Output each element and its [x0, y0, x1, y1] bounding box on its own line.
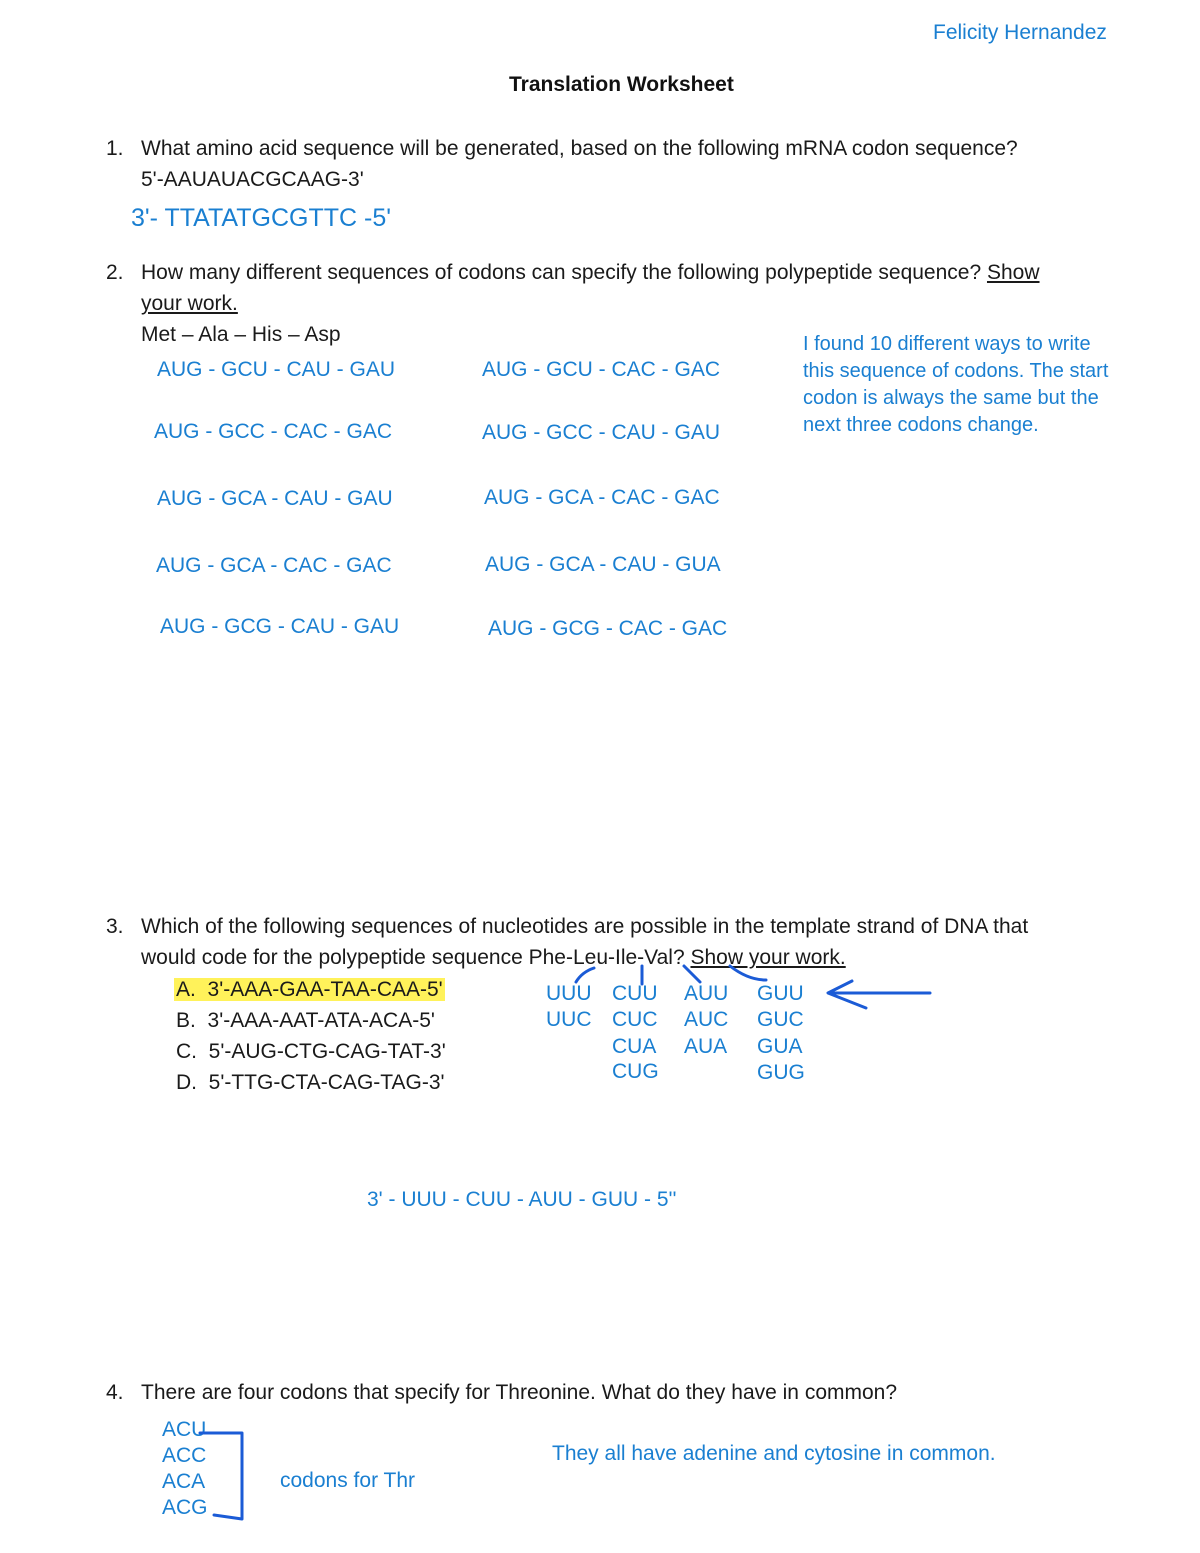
page-title: Translation Worksheet [509, 73, 734, 96]
author-name: Felicity Hernandez [933, 21, 1107, 44]
codon: ACC [162, 1444, 207, 1467]
codon: GUC [757, 1008, 804, 1031]
question-text-main: would code for the polypeptide sequence Phe-Leu-Ile-Val? [141, 946, 691, 969]
codon: UUC [546, 1008, 592, 1031]
question-number: 1. [106, 137, 124, 160]
answer-text: They all have adenine and cytosine in common. [552, 1442, 996, 1465]
show-work-text-cont: your work. [141, 292, 238, 315]
option-text: 5'-AUG-CTG-CAG-TAT-3' [208, 1040, 446, 1063]
question-text-main: How many different sequences of codons can specify the following polypeptide sequence? [141, 261, 987, 284]
note-line: I found 10 different ways to write [803, 333, 1091, 355]
codon: CUU [612, 982, 658, 1005]
question-text: There are four codons that specify for Threonine. What do they have in common? [141, 1381, 898, 1404]
answer-text: 3'- TTATATGCGTTC -5' [131, 204, 391, 232]
note-line: next three codons change. [803, 414, 1039, 436]
codon: GUA [757, 1035, 803, 1058]
answer-note [803, 331, 1108, 439]
codon: ACU [162, 1418, 207, 1441]
option-text: 3'-AAA-GAA-TAA-CAA-5' [207, 978, 443, 1001]
codon: UUU [546, 982, 592, 1005]
question-text-cont [141, 942, 846, 973]
question-number: 3. [106, 915, 124, 938]
bracket-label: codons for Thr [280, 1469, 416, 1492]
question-text: Which of the following sequences of nucleotides are possible in the template strand of DNA that [141, 915, 1029, 938]
codon-sequence: AUG - GCU - CAC - GAC [482, 358, 721, 381]
option-text: 3'-AAA-AAT-ATA-ACA-5' [207, 1009, 435, 1032]
question-text: What amino acid sequence will be generated, based on the following mRNA codon sequence? [141, 137, 1018, 160]
option-text: 5'-TTG-CTA-CAG-TAG-3' [208, 1071, 445, 1094]
codon-sequence: AUG - GCC - CAU - GAU [482, 421, 721, 444]
option-a [174, 974, 445, 1005]
mrna-sequence: 5'-AAUAUACGCAAG-3' [141, 168, 364, 191]
codon: GUG [757, 1061, 805, 1084]
codon-sequence: AUG - GCC - CAC - GAC [154, 420, 393, 443]
codon: AUC [684, 1008, 729, 1031]
option-b [176, 1005, 435, 1036]
show-work-text: Show your work. [690, 946, 846, 969]
codon: CUA [612, 1035, 657, 1058]
answer-text: 3' - UUU - CUU - AUU - GUU - 5'' [367, 1188, 677, 1211]
arrowhead-icon [828, 981, 866, 1008]
option-letter: B. [176, 1009, 196, 1032]
option-letter: D. [176, 1071, 197, 1094]
codon-sequence: AUG - GCA - CAC - GAC [484, 486, 720, 509]
codon: ACA [162, 1470, 206, 1493]
codon-sequence: AUG - GCA - CAC - GAC [156, 554, 392, 577]
note-line: codon is always the same but the [803, 387, 1099, 409]
codon: CUG [612, 1060, 659, 1083]
option-letter: A. [176, 978, 196, 1001]
option-c [176, 1036, 446, 1067]
codon: CUC [612, 1008, 658, 1031]
question-text [141, 257, 1040, 288]
codon: AUU [684, 982, 729, 1005]
codon-sequence: AUG - GCG - CAU - GAU [160, 615, 400, 638]
codon: AUA [684, 1035, 728, 1058]
question-number: 4. [106, 1381, 124, 1404]
highlighted-answer [174, 978, 445, 1001]
codon-sequence: AUG - GCA - CAU - GUA [485, 553, 721, 576]
codon-sequence: AUG - GCG - CAC - GAC [488, 617, 728, 640]
question-number: 2. [106, 261, 124, 284]
polypeptide-sequence: Met – Ala – His – Asp [141, 323, 341, 346]
note-line: this sequence of codons. The start [803, 360, 1109, 382]
codon: GUU [757, 982, 804, 1005]
codon-sequence: AUG - GCU - CAU - GAU [157, 358, 396, 381]
option-letter: C. [176, 1040, 197, 1063]
option-d [176, 1067, 445, 1098]
codon-sequence: AUG - GCA - CAU - GAU [157, 487, 393, 510]
show-work-text: Show [986, 261, 1040, 284]
codon: ACG [162, 1496, 208, 1519]
